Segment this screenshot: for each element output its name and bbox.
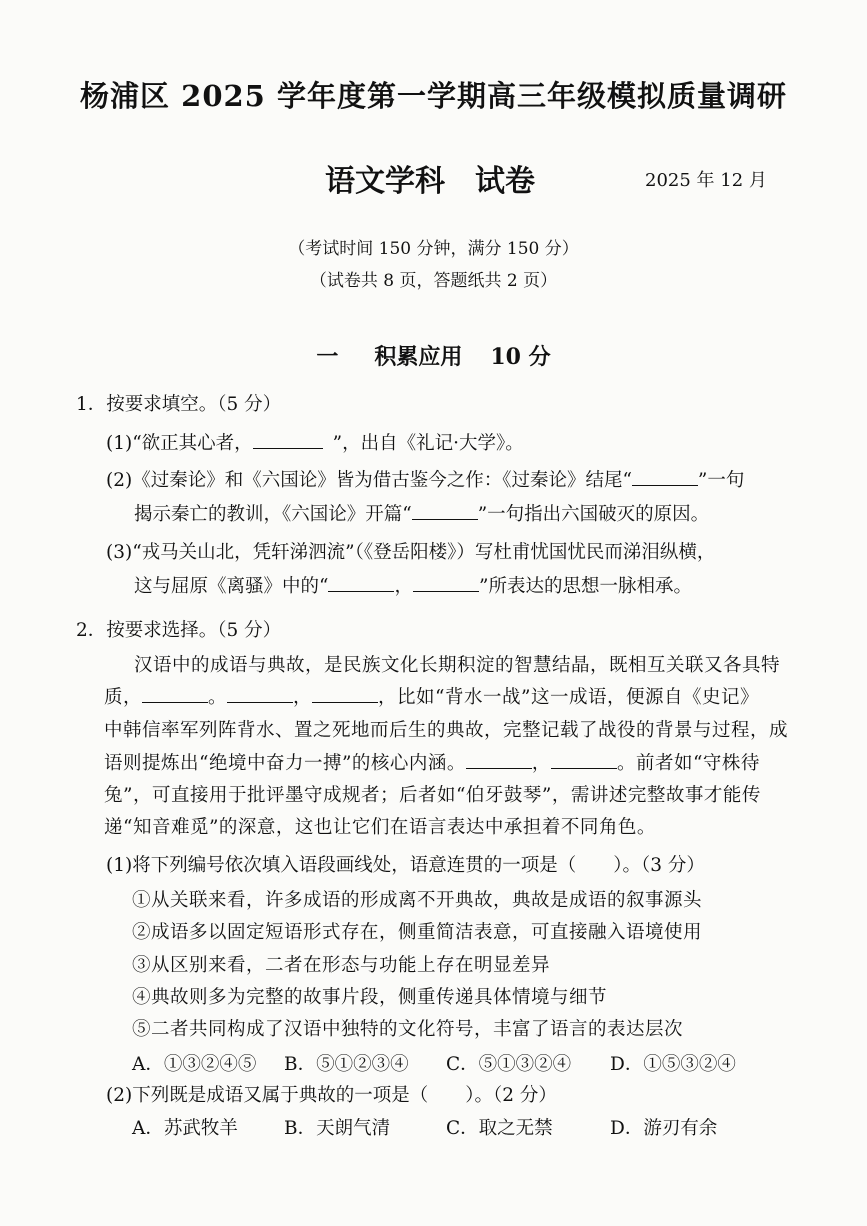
q2-para-punct: ，: [293, 687, 313, 708]
answer-blank[interactable]: [253, 431, 323, 449]
q2-para-punct: ，: [531, 753, 551, 774]
q1-part3-sep: ，: [394, 576, 413, 597]
q2-sub1-item: ④典故则多为完整的故事片段，侧重传递具体情境与细节: [132, 987, 608, 1008]
answer-blank[interactable]: [466, 751, 532, 769]
q1-part3-line2: [134, 572, 692, 598]
exam-title: 杨浦区 2025 学年度第一学期高三年级模拟质量调研: [80, 79, 787, 113]
answer-blank[interactable]: [413, 574, 479, 592]
q1-part2-text2: 揭示秦亡的教训，《六国论》开篇“: [134, 504, 412, 525]
q1-part2-text-end: ”一句: [697, 470, 745, 491]
section-score: 10 分: [490, 344, 551, 370]
q2-sub1-item: ①从关联来看，许多成语的形成离不开典故，典故是成语的叙事源头: [132, 890, 703, 911]
q2-para-punct: 。: [208, 687, 228, 708]
q2-paragraph-line: [104, 749, 760, 775]
q2-paragraph-line: 兔”，可直接用于批评墨守成规者；后者如“伯牙鼓琴”，需讲述完整故事才能传: [104, 785, 761, 806]
q2-sub2-option-b[interactable]: B．天朗气清: [284, 1118, 391, 1139]
q2-sub2-stem: (2)下列既是成语又属于典故的一项是（ ）。（2 分）: [106, 1085, 557, 1106]
answer-blank[interactable]: [412, 502, 478, 520]
subject-name: 语文学科: [325, 164, 445, 199]
q1-part3-text-end: ”所表达的思想一脉相承。: [478, 576, 692, 597]
q1-part1-text: (1)“欲正其心者，: [106, 433, 253, 454]
q1-part3-line1: (3)“戎马关山北，凭轩涕泗流”（《登岳阳楼》）写杜甫忧国忧民而涕泪纵横，: [106, 542, 716, 563]
q2-sub1-item: ③从区别来看，二者在形态与功能上存在明显差异: [132, 955, 551, 976]
q2-sub1-item: ②成语多以固定短语形式存在，侧重简洁表意，可直接融入语境使用: [132, 922, 703, 943]
q2-para-text: 。前者如“守株待: [616, 753, 760, 774]
exam-time-info: （考试时间 150 分钟，满分 150 分）: [288, 239, 579, 259]
q2-paragraph-line: 递“知音难觅”的深意，这也让它们在语言表达中承担着不同角色。: [104, 817, 656, 838]
q2-sub1-option-b[interactable]: B．⑤①②③④: [284, 1054, 409, 1075]
q2-stem: 2．按要求选择。（5 分）: [76, 620, 282, 641]
q2-sub2-option-c[interactable]: C．取之无禁: [446, 1118, 553, 1139]
q2-sub1-stem: (1)将下列编号依次填入语段画线处，语意连贯的一项是（ ）。（3 分）: [106, 855, 705, 876]
q1-part2-text: (2)《过秦论》和《六国论》皆为借古鉴今之作：《过秦论》结尾“: [106, 470, 632, 491]
q1-part2-line2: [134, 500, 709, 526]
section-heading: [0, 340, 867, 371]
q2-sub1-option-a[interactable]: A．①③②④⑤: [132, 1054, 257, 1075]
section-number: 一: [316, 344, 339, 370]
q1-part2-text2-end: ”一句指出六国破灭的原因。: [477, 504, 710, 525]
q2-para-text: 语则提炼出“绝境中奋力一搏”的核心内涵。: [104, 753, 466, 774]
q2-sub1-option-c[interactable]: C．⑤①③②④: [446, 1054, 572, 1075]
q2-paragraph-line: 中韩信率军列阵背水、置之死地而后生的典故，完整记载了战役的背景与过程，成: [104, 720, 789, 741]
q2-paragraph-line: 汉语中的成语与典故，是民族文化长期积淀的智慧结晶，既相互关联又各具特: [134, 655, 781, 676]
section-name: 积累应用: [374, 344, 463, 370]
q1-stem: 1．按要求填空。（5 分）: [76, 394, 282, 415]
q2-sub1-item: ⑤二者共同构成了汉语中独特的文化符号，丰富了语言的表达层次: [132, 1019, 684, 1040]
q2-sub2-option-d[interactable]: D．游刃有余: [610, 1118, 718, 1139]
q1-part3-text: 这与屈原《离骚》中的“: [134, 576, 329, 597]
page-count-info: （试卷共 8 页，答题纸共 2 页）: [309, 271, 558, 291]
q1-part1-text-end: ”，出自《礼记·大学》。: [332, 433, 524, 454]
q2-para-text: ，比如“背水一战”这一成语，便源自《史记》: [378, 687, 759, 708]
answer-blank[interactable]: [328, 574, 394, 592]
subject-title: [325, 156, 535, 200]
exam-date: 2025 年 12 月: [645, 170, 767, 191]
q1-part1: [106, 429, 524, 455]
answer-blank[interactable]: [312, 685, 378, 703]
paper-label: 试卷: [475, 164, 535, 199]
answer-blank[interactable]: [227, 685, 293, 703]
answer-blank[interactable]: [142, 685, 208, 703]
answer-blank[interactable]: [551, 751, 617, 769]
q2-paragraph-line: [104, 683, 759, 709]
q1-part2-line1: [106, 466, 744, 492]
q2-sub2-option-a[interactable]: A．苏武牧羊: [132, 1118, 238, 1139]
q2-para-text: 质，: [104, 687, 143, 708]
q2-sub1-option-d[interactable]: D．①⑤③②④: [610, 1054, 736, 1075]
answer-blank[interactable]: [632, 468, 698, 486]
